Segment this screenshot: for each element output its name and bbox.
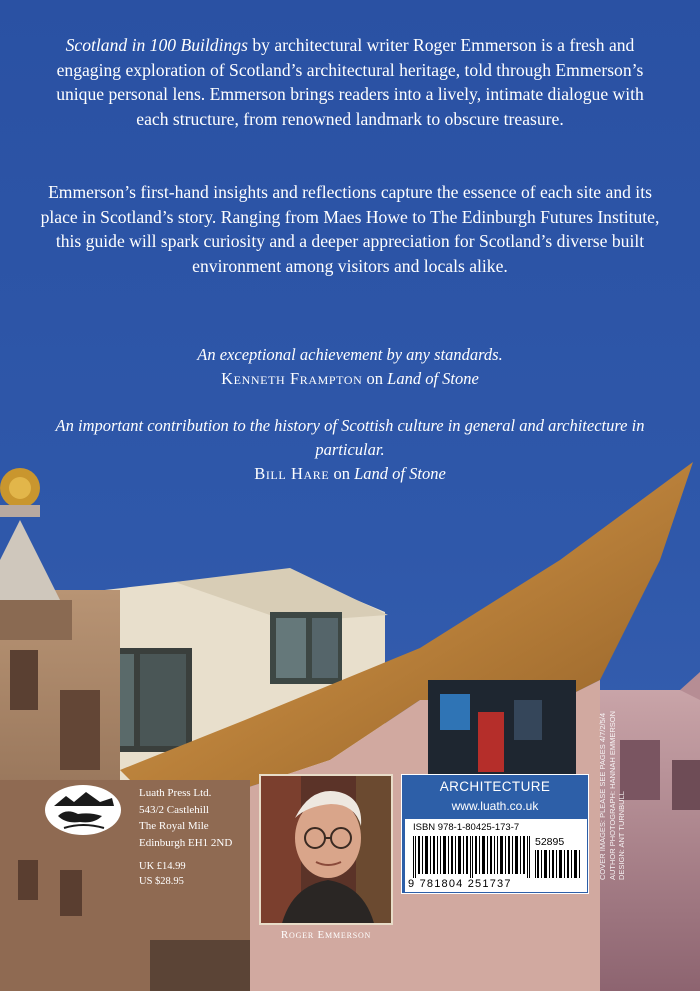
quote-on: on bbox=[333, 464, 350, 483]
publisher-address bbox=[139, 785, 232, 851]
author-photo bbox=[259, 774, 393, 925]
category-label: ARCHITECTURE bbox=[439, 779, 551, 794]
quote-author: Bill Hare bbox=[254, 464, 330, 483]
isbn-number: ISBN 978-1-80425-173-7 bbox=[413, 822, 520, 833]
publisher-name: Luath Press Ltd. bbox=[139, 787, 212, 799]
credits-line-3: DESIGN: ANT TURNBULL bbox=[617, 791, 626, 880]
ean-barcode bbox=[413, 836, 531, 878]
blurb-paragraph-1-text: by architectural writer Roger Emmerson is a fresh and engaging exploration of Scotland’s architectural heritage, told through Emmerson’s unique personal lens. Emmerson brings readers into a lively, intimate dialogue with each structure, from renowned landmark to obscure treasure. bbox=[56, 35, 644, 129]
price-uk: UK £14.99 bbox=[139, 861, 186, 872]
price-barcode bbox=[535, 850, 581, 878]
price-us: US $28.95 bbox=[139, 876, 184, 887]
blurb-paragraph-2: Emmerson’s first-hand insights and reflections capture the essence of each site and its place in Scotland’s story. Ranging from Maes Howe to The Edinburgh Futures Institute, this guide will spark curiosity and a deeper appreciation for Scotland’s diverse built environment among visitors and locals alike. bbox=[40, 182, 660, 276]
author-portrait-illustration bbox=[261, 776, 393, 925]
credits-line-1: COVER IMAGES: PLEASE SEE PAGES 4/7/2/5/4 bbox=[598, 712, 607, 880]
isbn-box bbox=[401, 774, 589, 894]
luath-press-logo bbox=[44, 784, 122, 836]
publisher-address-line-2: The Royal Mile bbox=[139, 820, 209, 832]
barcode-panel bbox=[405, 819, 587, 892]
quote-on: on bbox=[366, 369, 384, 388]
quote-text: An important contribution to the history of Scottish culture in general and architecture in particular. bbox=[55, 416, 645, 459]
image-credits bbox=[598, 711, 627, 880]
price-list bbox=[139, 859, 186, 889]
quote-work: Land of Stone bbox=[354, 464, 446, 483]
book-title: Scotland in 100 Buildings bbox=[65, 35, 248, 55]
credits-line-2: AUTHOR PHOTOGRAPH: HANNAH EMMERSON bbox=[607, 710, 617, 880]
price-code: 52895 bbox=[535, 836, 565, 848]
publisher-url: www.luath.co.uk bbox=[451, 799, 539, 813]
quote-work: Land of Stone bbox=[387, 369, 479, 388]
publisher-address-line-1: 543/2 Castlehill bbox=[139, 803, 209, 816]
ean-digits: 9 781804 251737 bbox=[408, 878, 512, 890]
quote-author: Kenneth Frampton bbox=[221, 369, 363, 388]
publisher-address-line-3: Edinburgh EH1 2ND bbox=[139, 836, 233, 849]
author-caption: Roger Emmerson bbox=[280, 929, 372, 941]
quote-text: An exceptional achievement by any standards. bbox=[197, 345, 503, 364]
